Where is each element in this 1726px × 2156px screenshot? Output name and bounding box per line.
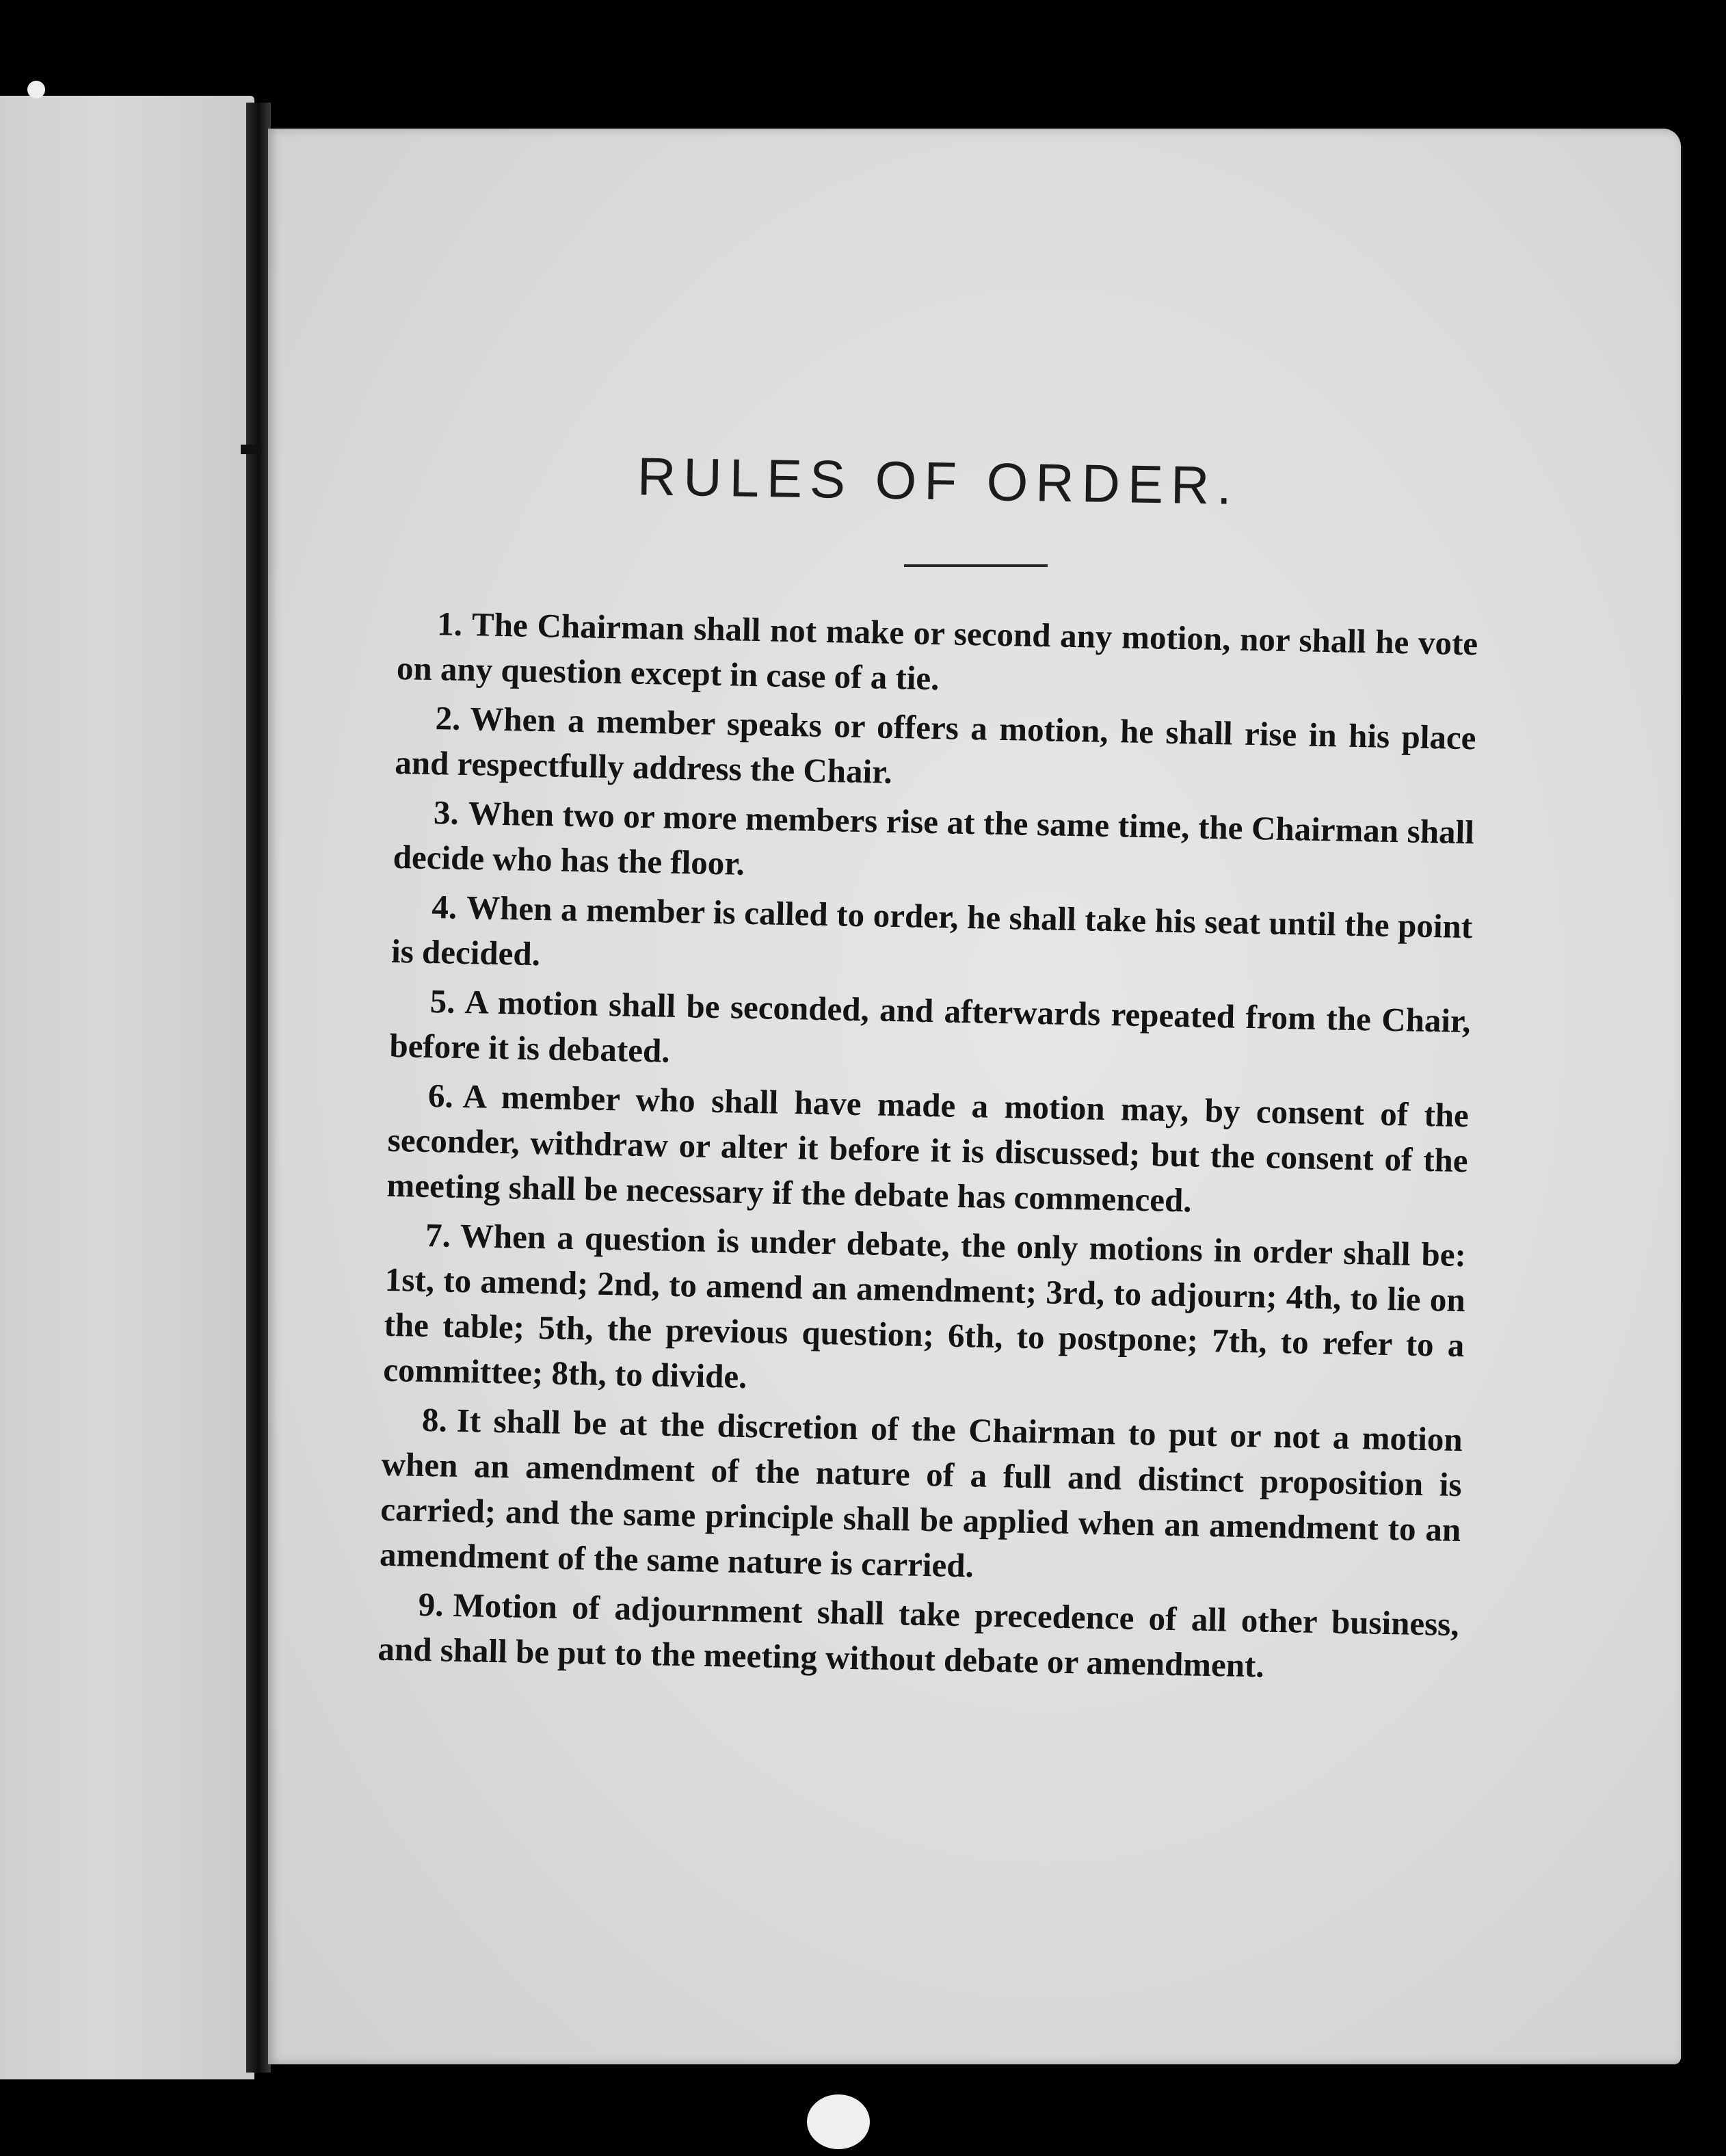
rule-item (380, 1397, 1463, 1598)
rule-text: When a member speaks or offers a motion, he shall rise in his place and respectfully address the Chair. (394, 700, 1476, 791)
rule-number: 5. (429, 982, 456, 1021)
rule-number: 3. (433, 793, 460, 832)
rule-text: Motion of adjournment shall take precedence of all other business, and shall be put to the meeting without debate or amendment. (377, 1586, 1460, 1685)
rule-item (386, 1073, 1470, 1228)
previous-page-edge (0, 96, 254, 2079)
rule-number: 1. (436, 605, 463, 643)
title-divider (904, 564, 1048, 567)
book-spine (246, 103, 271, 2073)
rule-item (389, 978, 1471, 1089)
rule-number: 6. (427, 1076, 454, 1115)
rule-number: 2. (435, 699, 461, 737)
rule-number: 8. (421, 1400, 448, 1439)
rule-item (377, 1581, 1459, 1692)
rules-list (377, 601, 1478, 1696)
rule-number: 4. (431, 888, 457, 926)
scan-speck (27, 81, 45, 98)
rule-item (396, 601, 1478, 711)
scan-speck (807, 2094, 870, 2149)
rule-text: When a question is under debate, the only motions in order shall be: 1st, to amend; 2nd, to amend an amendment; 3rd, to adjourn; 4th, to lie on the table; 5th, the previous question; 6th, to postpone; 7th, to refer to a committee; 8th, to divide. (382, 1216, 1467, 1396)
page-title: RULES OF ORDER. (637, 446, 1240, 516)
rule-text: When a member is called to order, he shall take his seat until the point is decided. (390, 889, 1473, 973)
rule-item (383, 1212, 1467, 1413)
rule-number: 7. (425, 1215, 451, 1254)
rule-text: A member who shall have made a motion may, by consent of the seconder, withdraw or alter it before it is discussed; but the consent of the meeting shall be necessary if the debate has commenced. (386, 1077, 1470, 1220)
rule-item (395, 695, 1476, 806)
rule-text: When two or more members rise at the same time, the Chairman shall decide who has the floor. (393, 794, 1475, 882)
rule-text: It shall be at the discretion of the Chairman to put or not a motion when an amendment of the nature of a full and distinct proposition is carried; and the same principle shall be applied when an amendment to an amendment of the same nature is carried. (379, 1401, 1463, 1585)
rule-item (391, 884, 1473, 995)
rule-number: 9. (418, 1585, 444, 1624)
rule-item (393, 789, 1474, 900)
rule-text: The Chairman shall not make or second any motion, nor shall he vote on any question except in case of a tie. (396, 605, 1478, 698)
rule-text: A motion shall be seconded, and afterwards repeated from the Chair, before it is debated. (388, 982, 1472, 1070)
document-page (268, 129, 1681, 2064)
spine-notch (241, 445, 261, 454)
